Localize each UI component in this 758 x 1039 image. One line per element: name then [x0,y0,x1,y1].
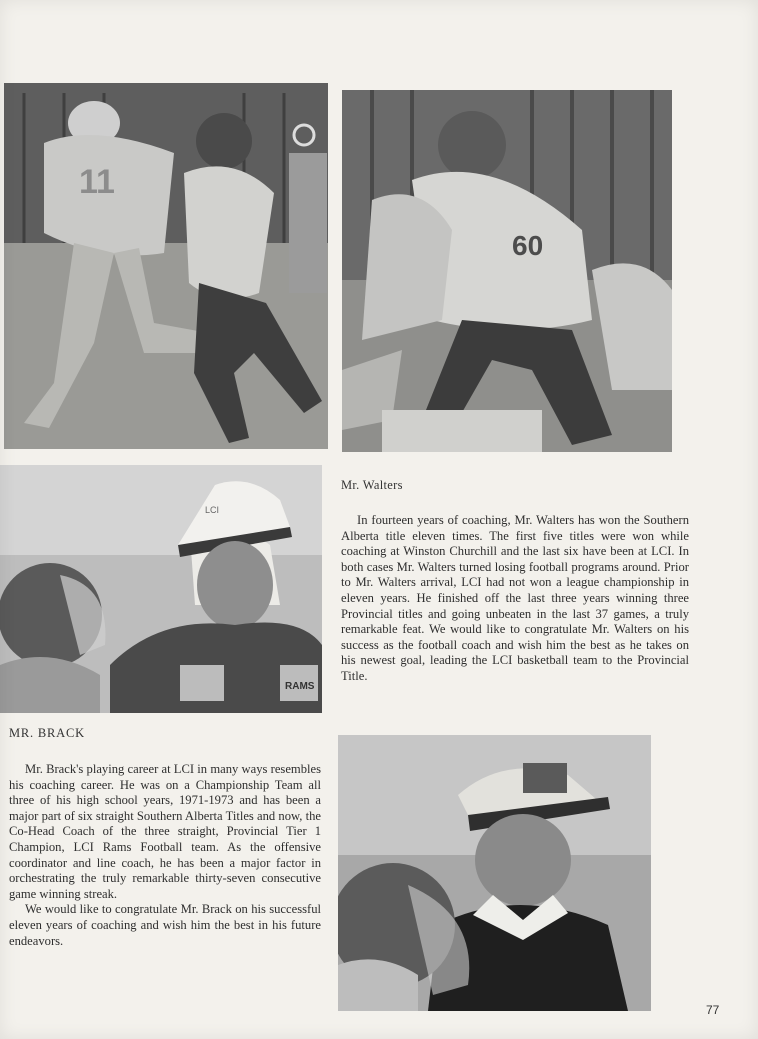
brack-paragraph-2: We would like to congratulate Mr. Brack on his successful eleven years of coaching and wish him the best in his future endeavors. [9,902,321,948]
brack-paragraphs [9,762,321,949]
walters-paragraph-text: In fourteen years of coaching, Mr. Walters has won the Southern Alberta title eleven times. The first five titles were won while coaching at Winston Churchill and the last six have been at LCI. In both cases Mr. Walters turned losing football programs around. Prior to Mr. Walters arrival, LCI had not won a league championship in eleven years. He finished off the last three years winning three Provincial titles and going unbeaten in the last 37 games, a truly remarkable feat. We would like to congratulate Mr. Walters on his success as the football coach and wish him the best as he takes on his newest goal, leading the LCI basketball team to the Provincial Title. [341,513,689,683]
jacket-patch-text: RAMS [285,681,315,692]
jersey-number: 11 [79,163,115,201]
walters-paragraph [341,513,689,685]
cap-text: LCI [205,505,220,515]
football-action-photo-right [342,90,672,452]
mr-walters-portrait-photo [0,465,322,713]
brack-paragraph-1: Mr. Brack's playing career at LCI in many ways resembles his coaching career. He was on a Championship Team all three of his high school years, 1971-1973 and has been a major part of six straight Southern Alberta Titles and now, the Co-Head Coach of the three straight, Provincial Tier 1 Champion, LCI Rams Football team. As the offensive coordinator and line coach, he has been a major factor in orchestrating the truly remarkable thirty-seven consecutive game winning streak. [9,762,321,901]
page-number: 77 [706,1003,720,1017]
mr-brack-portrait-photo [338,735,651,1011]
brack-caption: MR. BRACK [9,726,85,740]
jersey-number: 60 [512,230,544,261]
walters-caption: Mr. Walters [341,478,403,492]
football-action-photo-left [4,83,328,449]
